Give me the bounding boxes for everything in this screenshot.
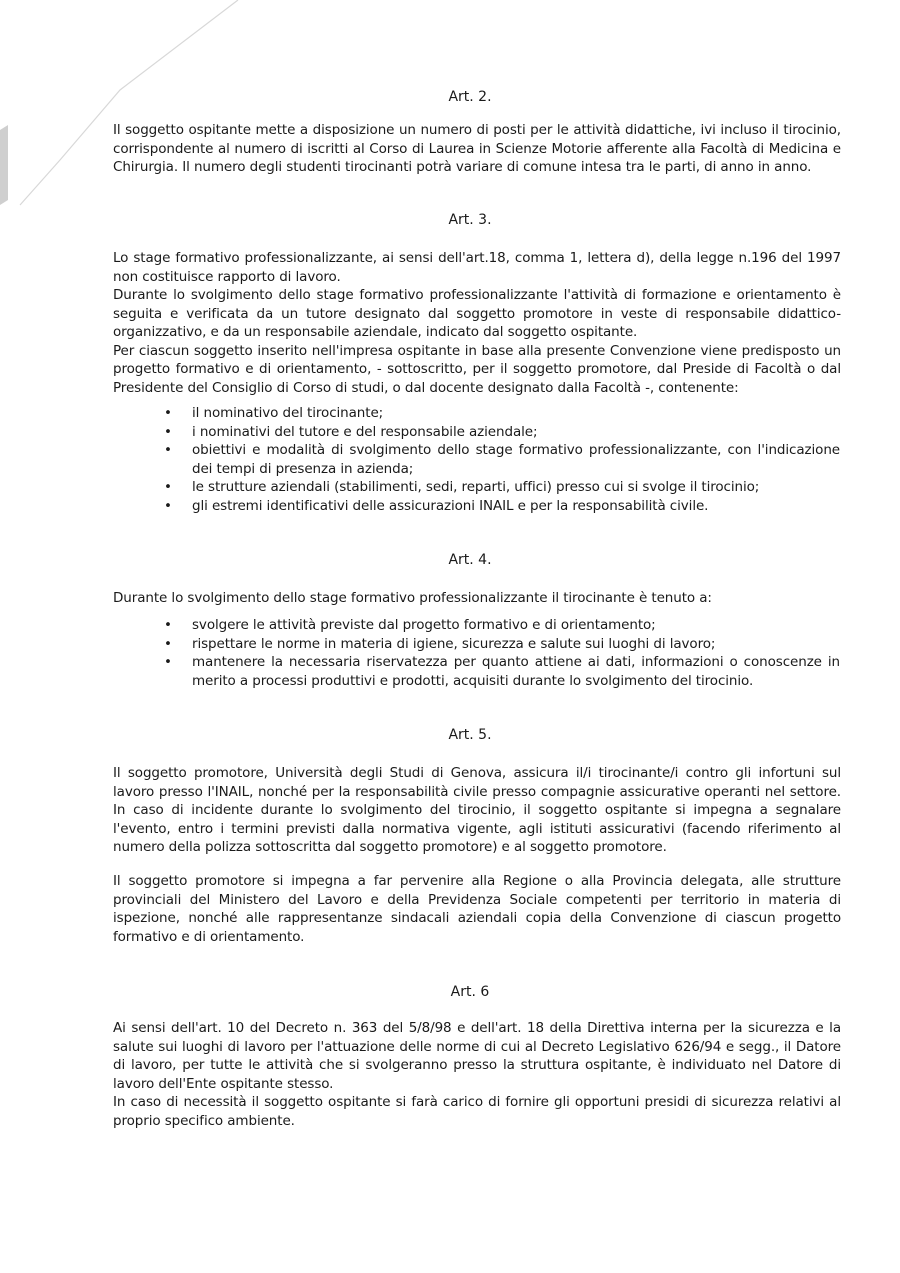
art6-line: proprio specifico ambiente. <box>113 1112 295 1129</box>
list-item-text: gli estremi identificativi delle assicurazioni INAIL e per la responsabilità civile. <box>192 497 709 514</box>
art4-line: Durante lo svolgimento dello stage formativo professionalizzante il tirocinante è tenuto a: <box>113 590 712 606</box>
art4-intro <box>113 589 841 608</box>
list-item <box>160 423 840 442</box>
art5-line: l'evento, entro i termini previsti dalla normativa vigente, agli istituti assicurativi (facendo riferimento al <box>113 820 841 837</box>
art5-paragraph-2 <box>113 872 841 946</box>
art5-line: provinciali del Ministero del Lavoro e della Previdenza Sociale competenti per territorio in materia di <box>113 891 841 908</box>
art4-bullet-list <box>160 616 840 690</box>
art3-line: seguita e verificata da un tutore designato dal soggetto promotore in veste di responsabile didattico- <box>113 305 841 322</box>
art3-line: Durante lo svolgimento dello stage formativo professionalizzante l'attività di formazione e orientamento è <box>113 287 841 303</box>
art5-line: Il soggetto promotore si impegna a far pervenire alla Regione o alla Provincia delegata, alle strutture <box>113 873 841 889</box>
art6-title: Art. 6 <box>450 984 490 1000</box>
art3-bullet-list <box>160 404 840 515</box>
bullet-icon: • <box>164 617 172 633</box>
art4-title: Art. 4. <box>448 552 492 568</box>
list-item <box>160 653 840 690</box>
bullet-icon: • <box>164 497 172 514</box>
bullet-icon: • <box>164 405 172 421</box>
bullet-icon: • <box>164 423 172 440</box>
art2-line: Chirurgia. Il numero degli studenti tirocinanti potrà variare di comune intesa tra le parti, di anno in anno. <box>113 159 812 175</box>
art3-line: non costituisce rapporto di lavoro. <box>113 268 341 285</box>
art3-line: Per ciascun soggetto inserito nell'impresa ospitante in base alla presente Convenzione viene predisposto un <box>113 342 841 359</box>
art5-line: In caso di incidente durante lo svolgimento del tirocinio, il soggetto ospitante si impegna a segnalare <box>113 802 841 818</box>
list-item <box>160 616 840 635</box>
list-item-text: svolgere le attività previste dal progetto formativo e di orientamento; <box>192 617 656 633</box>
art3-paragraph <box>113 249 841 397</box>
list-item <box>160 441 840 478</box>
art2-line: Il soggetto ospitante mette a disposizione un numero di posti per le attività didattiche, ivi incluso il tirocinio, <box>113 122 841 138</box>
art5-line: numero della polizza sottoscritta dal soggetto promotore) e al soggetto promotore. <box>113 839 667 855</box>
art3-line: Lo stage formativo professionalizzante, ai sensi dell'art.18, comma 1, lettera d), della legge n.196 del 1997 <box>113 250 841 266</box>
art5-title: Art. 5. <box>448 727 492 743</box>
bullet-icon: • <box>164 479 172 495</box>
art3-line: organizzativo, e da un responsabile aziendale, indicato dal soggetto ospitante. <box>113 324 638 340</box>
list-item-text: obiettivi e modalità di svolgimento dello stage formativo professionalizzante, con l'indicazione dei tempi di presenza in azienda; <box>192 442 840 477</box>
bullet-icon: • <box>164 654 172 670</box>
list-item <box>160 478 840 497</box>
list-item-text: le strutture aziendali (stabilimenti, sedi, reparti, uffici) presso cui si svolge il tirocinio; <box>192 479 760 495</box>
bullet-icon: • <box>164 635 172 652</box>
list-item-text: mantenere la necessaria riservatezza per quanto attiene ai dati, informazioni o conoscenze in merito a processi produttivi e prodotti, acquisiti durante lo svolgimento del tirocinio. <box>192 654 840 689</box>
list-item-text: i nominativi del tutore e del responsabile aziendale; <box>192 423 538 440</box>
art5-line: formativo e di orientamento. <box>113 928 305 945</box>
art6-line: lavoro dell'Ente ospitante stesso. <box>113 1075 334 1092</box>
art6-line: di lavoro, per tutte le attività che si svolgeranno presso la struttura ospitante, è individuato nel Datore di <box>113 1057 841 1073</box>
art2-title: Art. 2. <box>448 89 492 105</box>
list-item <box>160 635 840 654</box>
art5-line: Il soggetto promotore, Università degli Studi di Genova, assicura il/i tirocinante/i contro gli infortuni sul <box>113 765 841 781</box>
art5-line: ispezione, nonché alle rappresentanze sindacali aziendali copia della Convenzione di ciascun progetto <box>113 910 841 926</box>
list-item <box>160 497 840 516</box>
art6-line: Ai sensi dell'art. 10 del Decreto n. 363 del 5/8/98 e dell'art. 18 della Direttiva interna per la sicurezza e la <box>113 1020 841 1036</box>
art2-line: corrispondente al numero di iscritti al Corso di Laurea in Scienze Motorie afferente alla Facoltà di Medicina e <box>113 140 841 157</box>
art5-line: lavoro presso l'INAIL, nonché per la responsabilità civile presso compagnie assicurative operanti nel settore. <box>113 783 841 800</box>
list-item-text: rispettare le norme in materia di igiene, sicurezza e salute sui luoghi di lavoro; <box>192 635 716 652</box>
art3-title: Art. 3. <box>448 212 492 228</box>
bullet-icon: • <box>164 442 172 458</box>
art2-paragraph <box>113 121 841 177</box>
art6-line: salute sui luoghi di lavoro per l'attuazione delle norme di cui al Decreto Legislativo 626/94 e segg., il Datore <box>113 1038 841 1055</box>
list-item <box>160 404 840 423</box>
art6-line: In caso di necessità il soggetto ospitante si farà carico di fornire gli opportuni presidi di sicurezza relativi al <box>113 1094 841 1110</box>
list-item-text: il nominativo del tirocinante; <box>192 405 384 421</box>
art5-paragraph-1 <box>113 764 841 857</box>
art6-paragraph <box>113 1019 841 1130</box>
art3-line: Presidente del Consiglio di Corso di studi, o dal docente designato dalla Facoltà -, contenente: <box>113 379 739 396</box>
art3-line: progetto formativo e di orientamento, - sottoscritto, per il soggetto promotore, dal Preside di Facoltà o dal <box>113 361 841 377</box>
